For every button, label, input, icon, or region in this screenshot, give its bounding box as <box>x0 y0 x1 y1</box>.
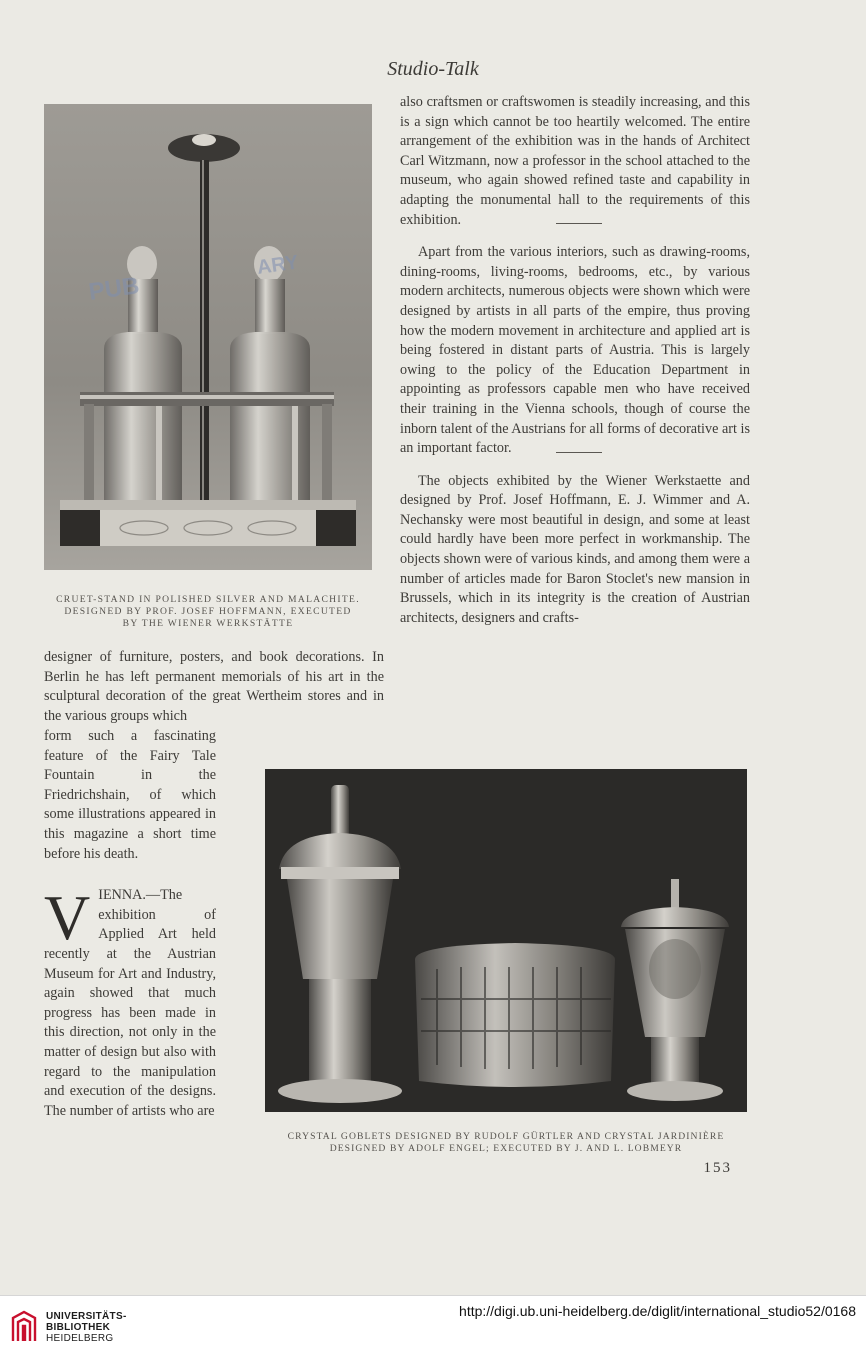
left-column-top <box>44 648 384 726</box>
cruet-stand-photo <box>44 104 372 570</box>
university-library-logo[interactable] <box>10 1310 38 1344</box>
digitization-footer <box>0 1295 866 1358</box>
paragraph-text: IENNA.—The exhibition of Applied Art held recently at the Austrian Museum for Art and Industry, again showed that much progress has been made in this direction, not only in the matter of design but also with regard to the manipulation and execution of the designs. The number of artists who are <box>44 887 216 1119</box>
left-column-narrow <box>44 727 216 1121</box>
paragraph: designer of furniture, posters, and book decorations. In Berlin he has left permanent memorials of his art in the sculptural decoration of the great Wertheim stores and in the various groups which <box>44 649 384 724</box>
library-name-line: UNIVERSITÄTS- <box>46 1311 127 1322</box>
library-name <box>46 1311 127 1344</box>
running-head: Studio-Talk <box>387 58 479 80</box>
svg-text:ARY: ARY <box>255 251 300 279</box>
paragraph: Apart from the various interiors, such as drawing-rooms, dining-rooms, living-rooms, bedrooms, etc., by various modern architects, numerous objects were shown which were designed by artists in all parts of the empire, thus proving how the modern movement in architecture and applied art is being fostered in distant parts of Austria. This is largely owing to the policy of the Education Department in appointing as professors capable men who have received their training in the Vienna schools, though of course the inborn talent of the Austrians for all forms of decorative art is an important factor. <box>400 244 750 457</box>
svg-text:PUB: PUB <box>87 272 142 306</box>
caption-line: CRUET-STAND IN POLISHED SILVER AND MALACHITE. <box>56 594 360 605</box>
cruet-stand-caption <box>44 594 372 630</box>
page-number: 153 <box>703 1160 732 1176</box>
caption-line: CRYSTAL GOBLETS DESIGNED BY RUDOLF GÜRTLER AND CRYSTAL JARDINIÈRE <box>287 1131 725 1142</box>
paragraph: form such a fascinating feature of the Fairy Tale Fountain in the Friedrichshain, of which some illustrations appeared in this magazine a short time before his death. <box>44 728 216 862</box>
section-rule <box>556 452 602 453</box>
crystal-goblets-photo <box>265 769 747 1112</box>
section-rule <box>556 223 602 224</box>
paragraph: also craftsmen or craftswomen is steadily increasing, and this is a sign which cannot be too heartily welcomed. The entire arrangement of the exhibition was in the hands of Architect Carl Witzmann, now a professor in the school attached to the museum, who again showed refined taste and capability in adapting the monumental hall to the requirements of this exhibition. <box>400 94 750 228</box>
paragraph <box>44 882 216 1121</box>
drop-cap: V <box>44 882 91 954</box>
paragraph: The objects exhibited by the Wiener Werkstaette and designed by Prof. Josef Hoffmann, E. J. Wimmer and A. Nechansky were most beautiful in design, and some at least could hardly have been more perfect in workmanship. The objects shown were of various kinds, and among them were a number of articles made for Baron Stoclet's new mansion in Brussels, which in its integrity is the creation of Austrian architects, designers and crafts- <box>400 472 750 626</box>
crystal-goblets-caption <box>252 1131 760 1155</box>
library-name-line: BIBLIOTHEK <box>46 1322 111 1333</box>
right-column <box>400 93 750 628</box>
caption-line: DESIGNED BY ADOLF ENGEL; EXECUTED BY J. AND L. LOBMEYR <box>329 1143 683 1154</box>
caption-line: BY THE WIENER WERKSTÄTTE <box>122 618 294 629</box>
caption-line: DESIGNED BY PROF. JOSEF HOFFMANN, EXECUTED <box>64 606 352 617</box>
library-name-line: HEIDELBERG <box>46 1333 114 1344</box>
permalink-url[interactable]: http://digi.ub.uni-heidelberg.de/diglit/international_studio52/0168 <box>459 1303 856 1319</box>
